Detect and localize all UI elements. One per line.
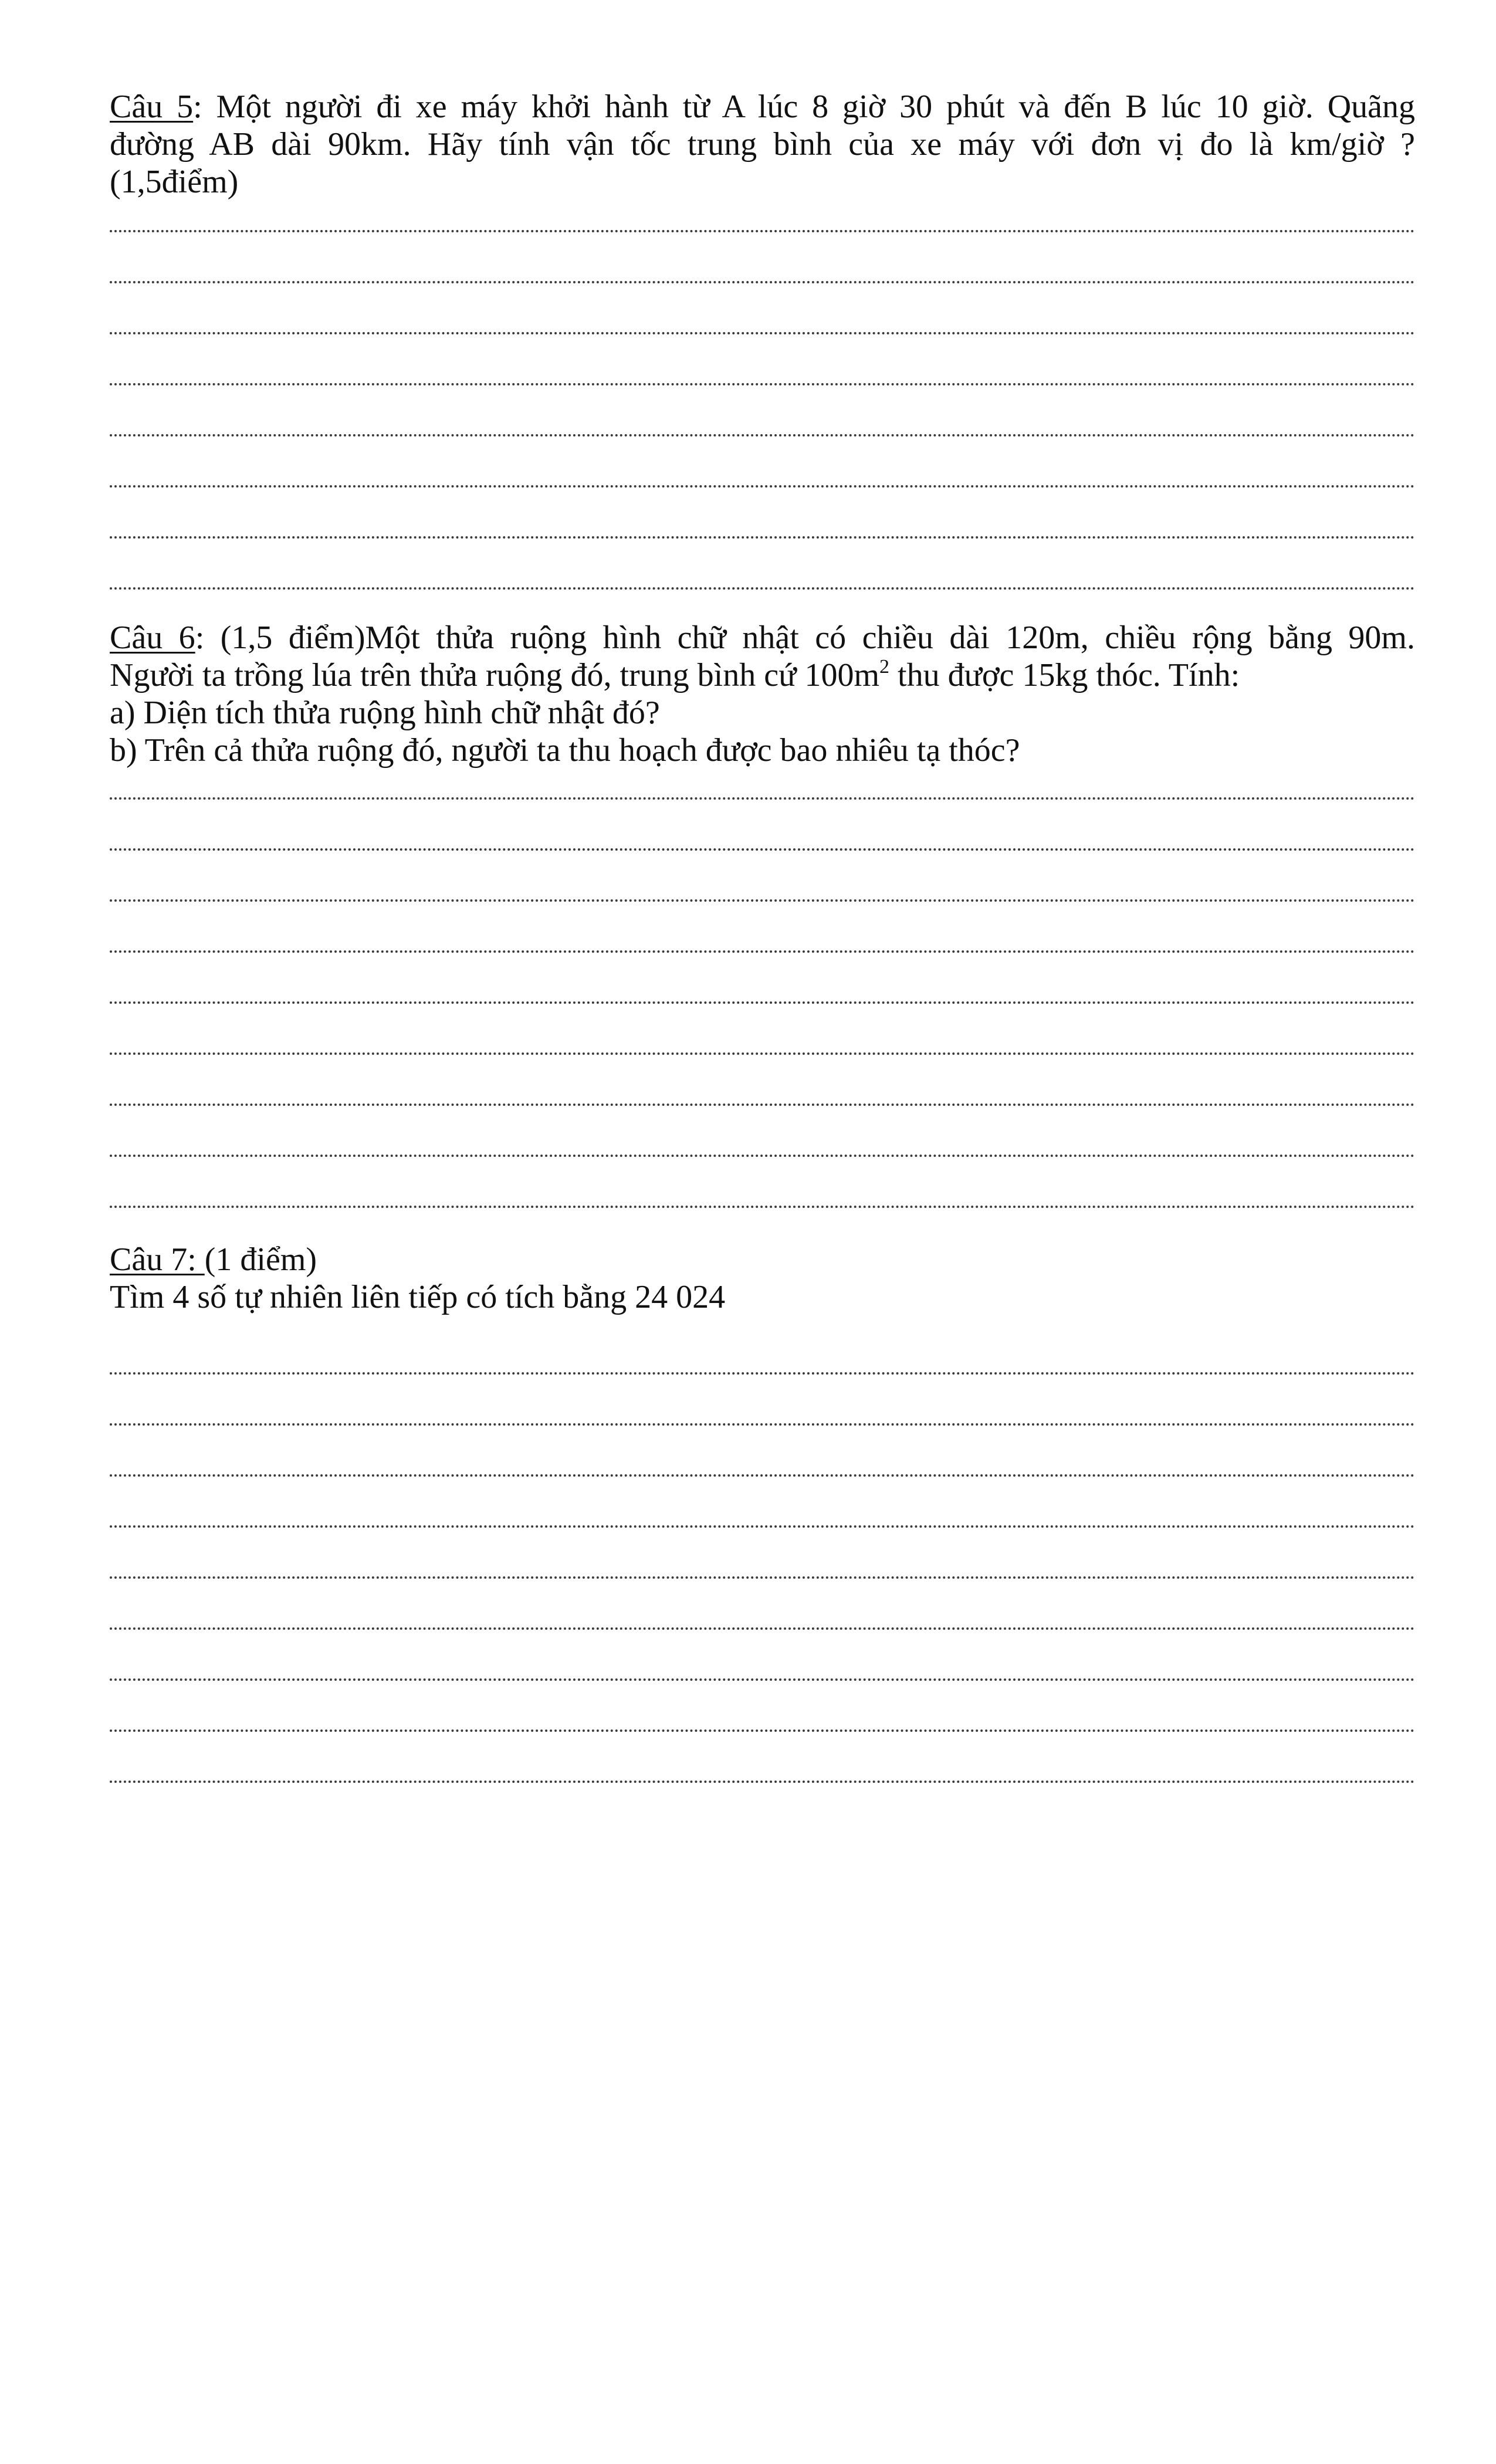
answer-line[interactable] bbox=[110, 950, 1415, 953]
question-6-part-a: a) Diện tích thửa ruộng hình chữ nhật đó? bbox=[110, 695, 660, 731]
question-5-line-2: đường AB dài 90km. Hãy tính vận tốc trung bình của xe máy với đơn vị đo là km/giờ ? bbox=[110, 126, 1415, 163]
question-6-line-1 bbox=[110, 619, 1415, 656]
question-6-text-2b: thu được 15kg thóc. Tính: bbox=[889, 657, 1240, 693]
question-7-points: (1 điểm) bbox=[204, 1241, 317, 1278]
answer-line[interactable] bbox=[110, 1576, 1415, 1579]
question-6-label: Câu 6 bbox=[110, 620, 195, 656]
answer-line[interactable] bbox=[110, 1052, 1415, 1055]
answer-line[interactable] bbox=[110, 1104, 1415, 1106]
question-5-text-1: : Một người đi xe máy khởi hành từ A lúc 8 giờ 30 phút và đến B lúc 10 giờ. Quãng bbox=[193, 89, 1415, 125]
answer-line[interactable] bbox=[110, 485, 1415, 488]
question-6-text-1: : (1,5 điểm)Một thửa ruộng hình chữ nhật có chiều dài 120m, chiều rộng bằng 90m. bbox=[195, 620, 1415, 656]
question-6-part-b: b) Trên cả thửa ruộng đó, người ta thu hoạch được bao nhiêu tạ thóc? bbox=[110, 732, 1020, 769]
question-6-text-2a: Người ta trồng lúa trên thửa ruộng đó, trung bình cứ 100m bbox=[110, 657, 880, 693]
answer-line[interactable] bbox=[110, 848, 1415, 851]
square-superscript: 2 bbox=[879, 656, 890, 678]
answer-line[interactable] bbox=[110, 1781, 1415, 1783]
answer-line[interactable] bbox=[110, 587, 1415, 590]
answer-line[interactable] bbox=[110, 1206, 1415, 1208]
answer-line[interactable] bbox=[110, 332, 1415, 334]
answer-line[interactable] bbox=[110, 281, 1415, 283]
answer-area-7[interactable] bbox=[110, 1372, 1415, 1832]
answer-line[interactable] bbox=[110, 797, 1415, 800]
answer-line[interactable] bbox=[110, 1001, 1415, 1004]
answer-line[interactable] bbox=[110, 1525, 1415, 1528]
answer-area-6[interactable] bbox=[110, 797, 1415, 1257]
answer-line[interactable] bbox=[110, 434, 1415, 436]
answer-line[interactable] bbox=[110, 1474, 1415, 1477]
answer-line[interactable] bbox=[110, 1372, 1415, 1375]
question-5-line-1 bbox=[110, 88, 1415, 126]
answer-line[interactable] bbox=[110, 1155, 1415, 1157]
answer-line[interactable] bbox=[110, 1678, 1415, 1681]
answer-area-5[interactable] bbox=[110, 230, 1415, 638]
question-6-line-2 bbox=[110, 656, 1415, 694]
answer-line[interactable] bbox=[110, 1729, 1415, 1732]
question-7 bbox=[110, 1241, 1415, 1316]
question-6 bbox=[110, 619, 1415, 769]
answer-line[interactable] bbox=[110, 899, 1415, 902]
answer-line[interactable] bbox=[110, 1627, 1415, 1630]
answer-line[interactable] bbox=[110, 1423, 1415, 1426]
question-5-points: (1,5điểm) bbox=[110, 164, 239, 200]
answer-line[interactable] bbox=[110, 383, 1415, 385]
question-5 bbox=[110, 88, 1415, 201]
question-7-prompt: Tìm 4 số tự nhiên liên tiếp có tích bằng 24 024 bbox=[110, 1279, 726, 1315]
answer-line[interactable] bbox=[110, 536, 1415, 539]
question-5-label: Câu 5 bbox=[110, 89, 194, 125]
question-7-line-1 bbox=[110, 1241, 1415, 1278]
answer-line[interactable] bbox=[110, 230, 1415, 232]
question-7-label: Câu 7: bbox=[110, 1241, 205, 1278]
